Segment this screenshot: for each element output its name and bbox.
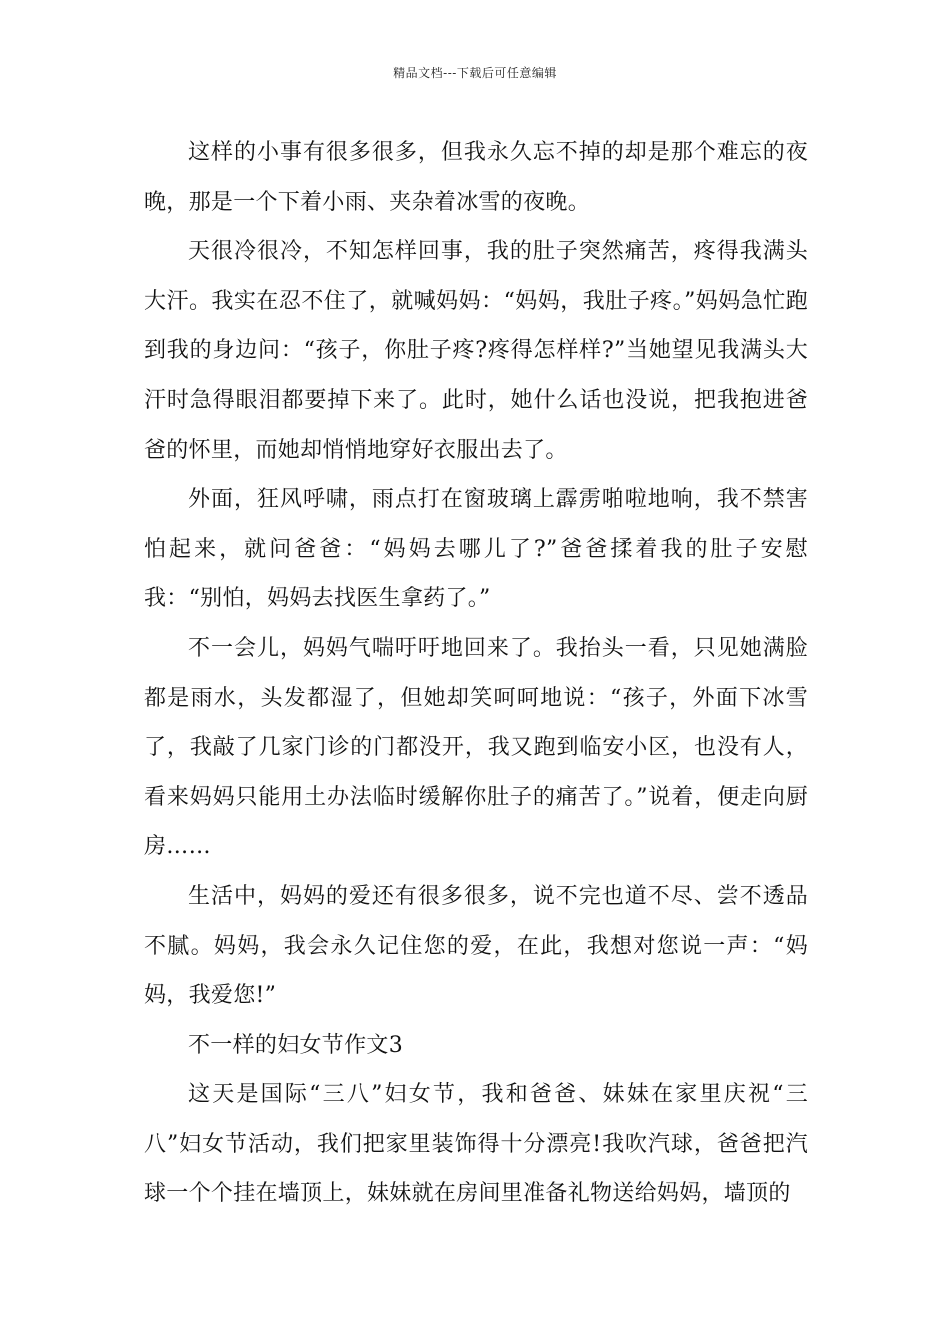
paragraph-5: 生活中，妈妈的爱还有很多很多，说不完也道不尽、尝不透品不腻。妈妈，我会永久记住您的爱，在此，我想对您说一声：“妈妈，我爱您!” — [144, 883, 808, 1009]
page-header: 精品文档---下载后可任意编辑 — [393, 66, 557, 80]
paragraph-4: 不一会儿，妈妈气喘吁吁地回来了。我抬头一看，只见她满脸都是雨水，头发都湿了，但她却笑呵呵地说：“孩子，外面下冰雪了，我敲了几家门诊的门都没开，我又跑到临安小区，也没有人，看来妈妈只能用土办法临时缓解你肚子的痛苦了。”说着，便走向厨房…… — [144, 635, 808, 860]
paragraph-6: 这天是国际“三八”妇女节，我和爸爸、妹妹在家里庆祝“三八”妇女节活动，我们把家里装饰得十分漂亮!我吹汽球，爸爸把汽球一个个挂在墙顶上，妹妹就在房间里准备礼物送给妈妈，墙顶的 — [144, 1082, 808, 1207]
document-body — [144, 128, 808, 1219]
section-heading: 不一样的妇女节作文3 — [188, 1032, 403, 1058]
paragraph-2: 天很冷很冷，不知怎样回事，我的肚子突然痛苦，疼得我满头大汗。我实在忍不住了，就喊妈妈：“妈妈，我肚子疼。”妈妈急忙跑到我的身边问：“孩子，你肚子疼?疼得怎样样?”当她望见我满头大汗时急得眼泪都要掉下来了。此时，她什么话也没说，把我抱进爸爸的怀里，而她却悄悄地穿好衣服出去了。 — [144, 239, 808, 463]
paragraph-1: 这样的小事有很多很多，但我永久忘不掉的却是那个难忘的夜晚，那是一个下着小雨、夹杂着冰雪的夜晚。 — [144, 140, 808, 215]
paragraph-3: 外面，狂风呼啸，雨点打在窗玻璃上霹雳啪啦地响，我不禁害怕起来，就问爸爸：“妈妈去哪儿了?”爸爸揉着我的肚子安慰我：“别怕，妈妈去找医生拿药了。” — [144, 487, 808, 612]
